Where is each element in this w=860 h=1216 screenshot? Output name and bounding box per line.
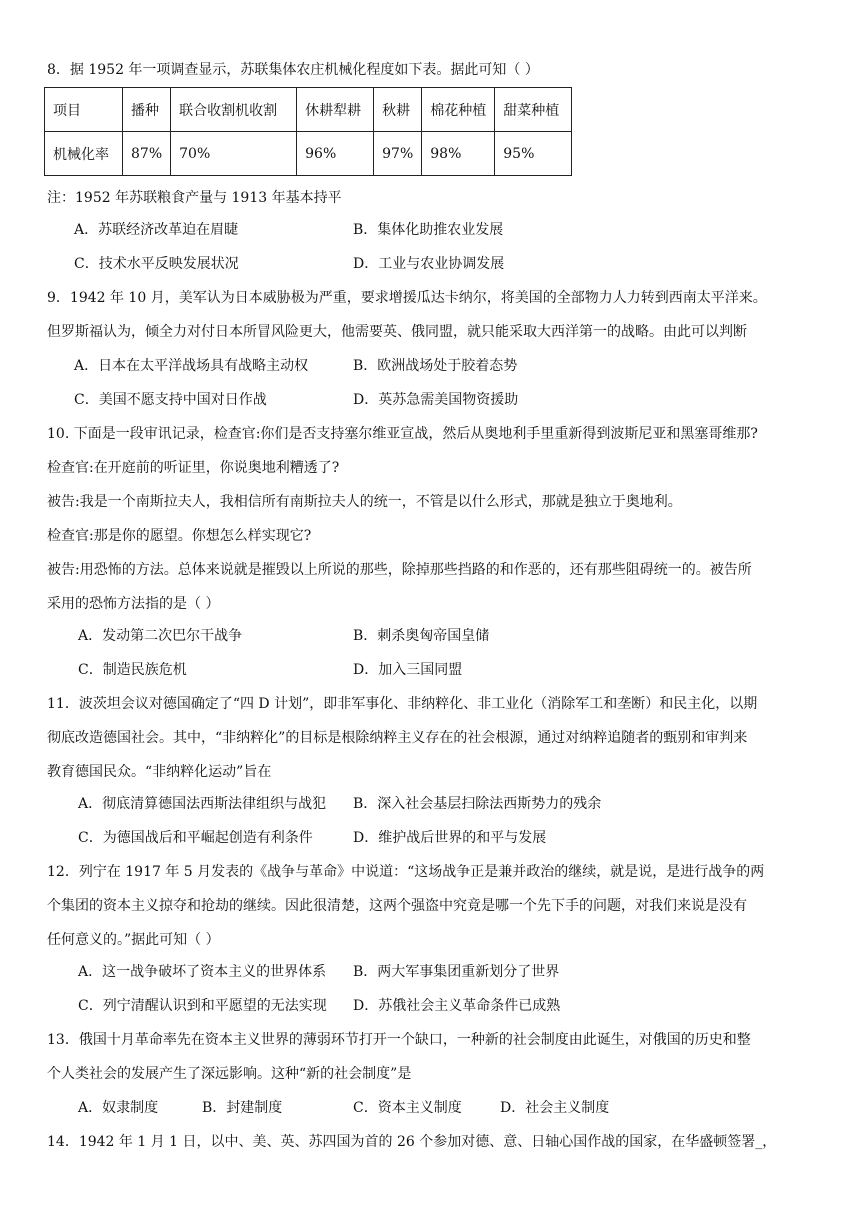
q8-stem: 8．据 1952 年一项调查显示，苏联集体农庄机械化程度如下表。据此可知（ ） [47,62,539,78]
q10-option-d[interactable]: D．加入三国同盟 [353,662,463,678]
table-row [45,132,572,176]
q9-option-d[interactable]: D．英苏急需美国物资援助 [353,392,519,408]
q8-option-a[interactable]: A．苏联经济改革迫在眉睫 [74,222,239,238]
q9-option-b[interactable]: B．欧洲战场处于胶着态势 [353,358,518,374]
q11-stem-line: 彻底改造德国社会。其中，“非纳粹化”的目标是根除纳粹主义存在的社会根源，通过对纳粹追随者的甄别和审判来 [47,730,748,746]
q11-option-b[interactable]: B．深入社会基层扫除法西斯势力的残余 [353,796,602,812]
q9-stem-line: 9．1942 年 10 月，美军认为日本威胁极为严重，要求增援瓜达卡纳尔，将美国的全部物力人力转到西南太平洋来。 [47,290,767,306]
q8-note: 注：1952 年苏联粮食产量与 1913 年基本持平 [47,190,342,206]
table-cell: 70% [171,132,297,176]
q10-stem-line: 采用的恐怖方法指的是（ ） [47,596,220,612]
q13-option-d[interactable]: D．社会主义制度 [500,1100,610,1116]
table-cell: 甜菜种植 [495,88,572,132]
table-cell: 项目 [45,88,123,132]
q9-option-a[interactable]: A．日本在太平洋战场具有战略主动权 [74,358,309,374]
q10-stem-line: 检查官:在开庭前的听证里，你说奥地利糟透了? [47,460,340,476]
q13-option-b[interactable]: B．封建制度 [202,1100,283,1116]
q11-option-a[interactable]: A．彻底清算德国法西斯法律组织与战犯 [78,796,327,812]
q10-stem-line: 检查官:那是你的愿望。你想怎么样实现它? [47,528,312,544]
q11-stem-line: 11．波茨坦会议对德国确定了“四 D 计划”，即非军事化、非纳粹化、非工业化（消除军工和垄断）和民主化，以期 [47,696,758,712]
q13-option-c[interactable]: C．资本主义制度 [353,1100,462,1116]
mechanization-table [44,87,572,176]
table-cell: 播种 [123,88,171,132]
table-header-row [45,88,572,132]
q10-stem-line: 被告:用恐怖的方法。总体来说就是摧毁以上所说的那些，除掉那些挡路的和作恶的，还有那些阻碍统一的。被告所 [47,562,752,578]
q13-option-a[interactable]: A．奴隶制度 [78,1100,159,1116]
q13-stem-line: 个人类社会的发展产生了深远影响。这种“新的社会制度”是 [47,1066,412,1082]
q10-option-a[interactable]: A．发动第二次巴尔干战争 [78,628,243,644]
q14-stem-line: 14．1942 年 1 月 1 日，以中、美、英、苏四国为首的 26 个参加对德、意、日轴心国作战的国家，在华盛顿签署_， [47,1134,777,1150]
q8-option-c[interactable]: C．技术水平反映发展状况 [74,256,239,272]
q9-option-c[interactable]: C．美国不愿支持中国对日作战 [74,392,267,408]
table-cell: 棉花种植 [422,88,495,132]
q11-option-c[interactable]: C．为德国战后和平崛起创造有利条件 [78,830,313,846]
table-cell: 95% [495,132,572,176]
table-cell: 休耕犁耕 [297,88,374,132]
q8-option-d[interactable]: D．工业与农业协调发展 [353,256,505,272]
q12-option-a[interactable]: A．这一战争破坏了资本主义的世界体系 [78,964,327,980]
q10-stem-line: 被告:我是一个南斯拉夫人，我相信所有南斯拉夫人的统一，不管是以什么形式，那就是独立于奥地利。 [47,494,682,510]
q12-stem-line: 个集团的资本主义掠夺和抢劫的继续。因此很清楚，这两个强盗中究竟是哪一个先下手的问题，对我们来说是没有 [47,898,747,914]
q12-stem-line: 任何意义的。”据此可知（ ） [47,932,220,948]
table-cell: 96% [297,132,374,176]
q13-stem-line: 13．俄国十月革命率先在资本主义世界的薄弱环节打开一个缺口，一种新的社会制度由此诞生，对俄国的历史和整 [47,1032,751,1048]
q11-stem-line: 教育德国民众。“非纳粹化运动”旨在 [47,764,272,780]
q12-stem-line: 12．列宁在 1917 年 5 月发表的《战争与革命》中说道：“这场战争正是兼并政治的继续，就是说，是进行战争的两 [47,864,765,880]
table-cell: 秋耕 [374,88,422,132]
q11-option-d[interactable]: D．维护战后世界的和平与发展 [353,830,547,846]
table-cell: 97% [374,132,422,176]
table-cell: 98% [422,132,495,176]
q10-option-b[interactable]: B．刺杀奥匈帝国皇储 [353,628,490,644]
q12-option-b[interactable]: B．两大军事集团重新划分了世界 [353,964,560,980]
q9-stem-line: 但罗斯福认为，倾全力对付日本所冒风险更大，他需要英、俄同盟，就只能采取大西洋第一的战略。由此可以判断 [47,324,747,340]
q10-option-c[interactable]: C．制造民族危机 [78,662,187,678]
table-cell: 87% [123,132,171,176]
table-cell: 联合收割机收割 [171,88,297,132]
q10-stem-line: 10. 下面是一段审讯记录，检查官:你们是否支持塞尔维亚宣战，然后从奥地利手里重新得到波斯尼亚和黑塞哥维那? [47,426,758,442]
q12-option-d[interactable]: D．苏俄社会主义革命条件已成熟 [353,998,561,1014]
q12-option-c[interactable]: C．列宁清醒认识到和平愿望的无法实现 [78,998,327,1014]
table-cell: 机械化率 [45,132,123,176]
q8-option-b[interactable]: B．集体化助推农业发展 [353,222,504,238]
